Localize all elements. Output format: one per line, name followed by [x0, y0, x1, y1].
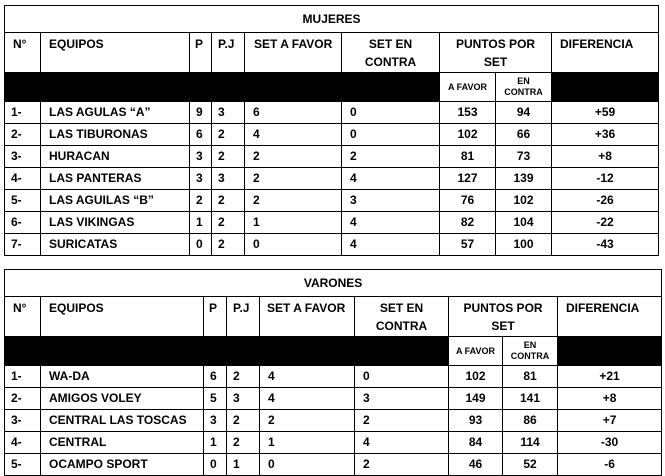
- table-row: [5, 168, 659, 190]
- cell-pj: 2: [212, 190, 245, 212]
- cell-set-favor: 0: [260, 454, 355, 476]
- header-set-contra-line1: SET EN: [368, 37, 413, 51]
- cell-equipo: CENTRAL: [41, 432, 204, 454]
- table-row: [5, 388, 662, 410]
- cell-n: 6-: [5, 212, 41, 234]
- header-set-contra-line2: CONTRA: [364, 55, 417, 69]
- header-set-contra-line2: CONTRA: [375, 319, 428, 333]
- cell-n: 2-: [5, 388, 41, 410]
- cell-set-contra: 3: [355, 388, 449, 410]
- cell-equipo: WA-DA: [41, 366, 204, 388]
- header-p: P: [204, 297, 227, 337]
- cell-p: 1: [204, 432, 227, 454]
- cell-pj: 2: [212, 234, 245, 256]
- subheader-row: [5, 337, 662, 366]
- table-row: [5, 366, 662, 388]
- cell-equipo: LAS PANTERAS: [41, 168, 190, 190]
- cell-pts-favor: 57: [440, 234, 496, 256]
- cell-n: 4-: [5, 432, 41, 454]
- table-row: [5, 124, 659, 146]
- cell-pj: 2: [227, 366, 260, 388]
- cell-pj: 2: [212, 124, 245, 146]
- cell-p: 2: [190, 190, 212, 212]
- varones-standings-table: [4, 269, 662, 476]
- cell-pts-contra: 114: [503, 432, 558, 454]
- cell-pj: 3: [212, 168, 245, 190]
- header-set-favor: SET A FAVOR: [260, 297, 355, 337]
- cell-n: 5-: [5, 454, 41, 476]
- cell-pj: 2: [227, 410, 260, 432]
- table-row: [5, 212, 659, 234]
- cell-set-contra: 2: [355, 410, 449, 432]
- header-pj: P.J: [227, 297, 260, 337]
- table-title: VARONES: [5, 270, 662, 297]
- cell-pts-favor: 102: [449, 366, 503, 388]
- cell-set-favor: 1: [245, 212, 342, 234]
- cell-pts-contra: 52: [503, 454, 558, 476]
- cell-pts-contra: 86: [503, 410, 558, 432]
- table-row: [5, 410, 662, 432]
- header-pj: P.J: [212, 33, 245, 73]
- table-row: [5, 102, 659, 124]
- cell-set-contra: 4: [342, 168, 440, 190]
- cell-n: 1-: [5, 102, 41, 124]
- table-row: [5, 190, 659, 212]
- cell-equipo: LAS VIKINGAS: [41, 212, 190, 234]
- cell-set-favor: 2: [245, 146, 342, 168]
- header-set-contra: [355, 297, 449, 337]
- table-row: [5, 432, 662, 454]
- cell-n: 7-: [5, 234, 41, 256]
- cell-p: 6: [204, 366, 227, 388]
- cell-equipo: OCAMPO SPORT: [41, 454, 204, 476]
- header-set-contra: [342, 33, 440, 73]
- cell-set-contra: 4: [342, 212, 440, 234]
- cell-equipo: LAS AGUILAS “B”: [41, 190, 190, 212]
- cell-n: 5-: [5, 190, 41, 212]
- subheader-en-contra-line2: CONTRA: [504, 87, 543, 97]
- cell-p: 6: [190, 124, 212, 146]
- cell-diferencia: +21: [558, 366, 662, 388]
- cell-set-favor: 4: [260, 366, 355, 388]
- header-puntos: [440, 33, 552, 73]
- cell-pj: 3: [212, 102, 245, 124]
- cell-set-favor: 2: [245, 168, 342, 190]
- header-p: P: [190, 33, 212, 73]
- header-set-favor: SET A FAVOR: [245, 33, 342, 73]
- header-row: [5, 33, 659, 73]
- cell-pts-contra: 102: [496, 190, 552, 212]
- cell-set-contra: 0: [342, 102, 440, 124]
- cell-set-contra: 0: [342, 124, 440, 146]
- cell-equipo: LAS TIBURONAS: [41, 124, 190, 146]
- cell-equipo: SURICATAS: [41, 234, 190, 256]
- cell-pts-favor: 153: [440, 102, 496, 124]
- cell-set-favor: 0: [245, 234, 342, 256]
- cell-pts-favor: 102: [440, 124, 496, 146]
- cell-set-contra: 4: [342, 234, 440, 256]
- cell-set-favor: 1: [260, 432, 355, 454]
- header-diferencia: DIFERENCIA: [552, 33, 659, 73]
- header-puntos-line1: PUNTOS POR: [463, 301, 543, 315]
- cell-pts-contra: 81: [503, 366, 558, 388]
- cell-pj: 2: [212, 212, 245, 234]
- cell-pts-contra: 94: [496, 102, 552, 124]
- cell-diferencia: +7: [558, 410, 662, 432]
- cell-diferencia: -6: [558, 454, 662, 476]
- cell-pts-favor: 84: [449, 432, 503, 454]
- cell-pts-contra: 66: [496, 124, 552, 146]
- subheader-row: [5, 73, 659, 102]
- cell-equipo: HURACAN: [41, 146, 190, 168]
- cell-diferencia: +8: [552, 146, 659, 168]
- subheader-a-favor: A FAVOR: [449, 337, 503, 366]
- cell-set-favor: 2: [260, 410, 355, 432]
- subheader-en-contra-line1: EN: [517, 76, 530, 86]
- table-title-row: [5, 6, 659, 33]
- header-equipos: EQUIPOS: [41, 297, 204, 337]
- cell-equipo: AMIGOS VOLEY: [41, 388, 204, 410]
- cell-equipo: LAS AGULAS “A”: [41, 102, 190, 124]
- cell-diferencia: -26: [552, 190, 659, 212]
- cell-diferencia: -30: [558, 432, 662, 454]
- cell-diferencia: +59: [552, 102, 659, 124]
- cell-set-contra: 0: [355, 366, 449, 388]
- cell-diferencia: -43: [552, 234, 659, 256]
- header-row: [5, 297, 662, 337]
- cell-p: 3: [204, 410, 227, 432]
- cell-n: 1-: [5, 366, 41, 388]
- cell-pts-contra: 100: [496, 234, 552, 256]
- cell-pts-favor: 127: [440, 168, 496, 190]
- header-diferencia: DIFERENCIA: [558, 297, 662, 337]
- cell-set-contra: 4: [355, 432, 449, 454]
- header-puntos: [449, 297, 558, 337]
- cell-diferencia: -22: [552, 212, 659, 234]
- header-puntos-line1: PUNTOS POR: [455, 37, 536, 51]
- cell-set-contra: 2: [342, 146, 440, 168]
- header-equipos: EQUIPOS: [41, 33, 190, 73]
- cell-p: 0: [204, 454, 227, 476]
- cell-set-favor: 4: [260, 388, 355, 410]
- cell-pts-favor: 46: [449, 454, 503, 476]
- subheader-a-favor: A FAVOR: [440, 73, 496, 102]
- table-row: [5, 234, 659, 256]
- cell-pts-favor: 93: [449, 410, 503, 432]
- cell-pts-favor: 81: [440, 146, 496, 168]
- cell-pj: 2: [227, 432, 260, 454]
- cell-set-favor: 6: [245, 102, 342, 124]
- cell-p: 1: [190, 212, 212, 234]
- cell-diferencia: +8: [558, 388, 662, 410]
- cell-pj: 3: [227, 388, 260, 410]
- subheader-en-contra-line2: CONTRA: [510, 351, 550, 361]
- subheader-en-contra-line1: EN: [523, 340, 537, 350]
- cell-pts-favor: 82: [440, 212, 496, 234]
- cell-diferencia: +36: [552, 124, 659, 146]
- cell-pj: 2: [212, 146, 245, 168]
- table-row: [5, 454, 662, 476]
- header-n: N°: [5, 33, 41, 73]
- cell-set-favor: 4: [245, 124, 342, 146]
- cell-p: 9: [190, 102, 212, 124]
- cell-n: 2-: [5, 124, 41, 146]
- cell-pts-contra: 139: [496, 168, 552, 190]
- cell-p: 0: [190, 234, 212, 256]
- header-puntos-line2: SET: [483, 55, 508, 69]
- cell-set-contra: 3: [342, 190, 440, 212]
- cell-n: 3-: [5, 410, 41, 432]
- cell-pj: 1: [227, 454, 260, 476]
- table-title-row: [5, 270, 662, 297]
- header-puntos-line2: SET: [491, 319, 515, 333]
- cell-n: 3-: [5, 146, 41, 168]
- cell-set-favor: 2: [245, 190, 342, 212]
- cell-n: 4-: [5, 168, 41, 190]
- subheader-en-contra: [496, 73, 552, 102]
- header-n: N°: [5, 297, 41, 337]
- table-title: MUJERES: [5, 6, 659, 33]
- cell-pts-contra: 141: [503, 388, 558, 410]
- cell-pts-contra: 104: [496, 212, 552, 234]
- cell-pts-favor: 149: [449, 388, 503, 410]
- cell-p: 5: [204, 388, 227, 410]
- cell-equipo: CENTRAL LAS TOSCAS: [41, 410, 204, 432]
- cell-p: 3: [190, 168, 212, 190]
- cell-p: 3: [190, 146, 212, 168]
- subheader-en-contra: [503, 337, 558, 366]
- header-set-contra-line1: SET EN: [379, 301, 424, 315]
- mujeres-standings-table: [4, 5, 659, 256]
- table-row: [5, 146, 659, 168]
- cell-set-contra: 2: [355, 454, 449, 476]
- cell-diferencia: -12: [552, 168, 659, 190]
- cell-pts-favor: 76: [440, 190, 496, 212]
- cell-pts-contra: 73: [496, 146, 552, 168]
